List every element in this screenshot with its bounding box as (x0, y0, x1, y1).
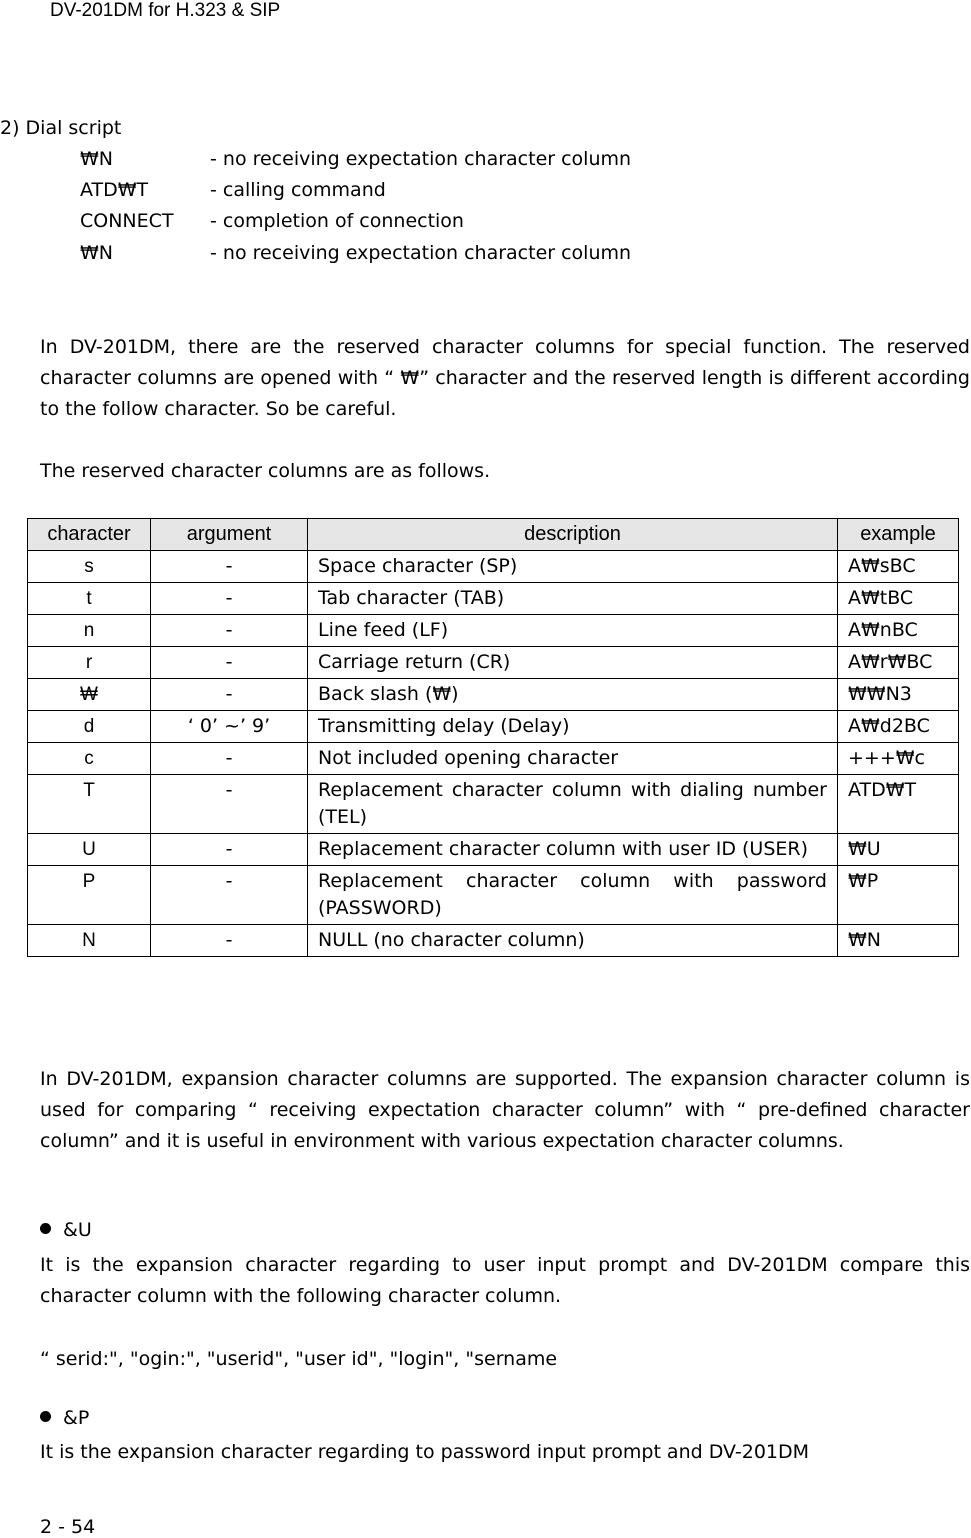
cell-example: A₩r₩BC (838, 647, 959, 679)
cell-character: s (28, 551, 151, 583)
cell-argument: - (151, 615, 308, 647)
cell-example: A₩sBC (838, 551, 959, 583)
table-row (28, 583, 959, 615)
cell-character: r (28, 647, 151, 679)
cell-example: ATD₩T (838, 775, 959, 834)
cell-example: ₩N (838, 925, 959, 957)
cell-character: t (28, 583, 151, 615)
cell-description: Replacement character column with user ID (USER) (308, 834, 838, 866)
cell-character: T (28, 775, 151, 834)
table-row (28, 647, 959, 679)
table-row (28, 925, 959, 957)
document-header: DV-201DM for H.323 & SIP (50, 0, 281, 21)
expansion-intro-paragraph: In DV-201DM, expansion character columns are supported. The expansion character column is used for comparing “ receiving expectation character column” with “ pre-defined character column” and it is useful in environment with various expectation character columns. (40, 1068, 970, 1152)
cell-example: +++₩c (838, 743, 959, 775)
table-row (28, 743, 959, 775)
cell-character: n (28, 615, 151, 647)
cell-description: Tab character (TAB) (308, 583, 838, 615)
cell-character: U (28, 834, 151, 866)
table-row (28, 679, 959, 711)
bullet-p (40, 1407, 89, 1429)
script-key: ₩N (80, 148, 113, 170)
column-header-example: example (838, 519, 959, 551)
u-match-list: “ serid:", "ogin:", "userid", "user id", "login", "sername (40, 1348, 558, 1370)
script-desc: - calling command (210, 179, 386, 201)
cell-argument: - (151, 679, 308, 711)
cell-argument: - (151, 775, 308, 834)
cell-example: ₩₩N3 (838, 679, 959, 711)
cell-example: A₩d2BC (838, 711, 959, 743)
column-header-character: character (28, 519, 151, 551)
cell-example: A₩tBC (838, 583, 959, 615)
cell-description: Back slash (₩) (308, 679, 838, 711)
cell-example: A₩nBC (838, 615, 959, 647)
cell-description: Not included opening character (308, 743, 838, 775)
reserved-list-intro: The reserved character columns are as follows. (40, 460, 491, 482)
script-desc: - no receiving expectation character column (210, 242, 632, 264)
cell-description: Carriage return (CR) (308, 647, 838, 679)
cell-character: d (28, 711, 151, 743)
cell-example: ₩U (838, 834, 959, 866)
cell-example: ₩P (838, 866, 959, 925)
cell-argument: - (151, 866, 308, 925)
cell-argument: ‘ 0’ ~’ 9’ (151, 711, 308, 743)
cell-description: Space character (SP) (308, 551, 838, 583)
script-key: ATD₩T (80, 179, 149, 201)
bullet-p-title: &P (63, 1407, 90, 1429)
script-key: ₩N (80, 242, 113, 264)
table-row (28, 834, 959, 866)
cell-description: Replacement character column with dialing number (TEL) (308, 775, 838, 834)
cell-argument: - (151, 551, 308, 583)
page-number: 2 - 54 (40, 1516, 96, 1538)
cell-argument: - (151, 743, 308, 775)
section-title: 2) Dial script (0, 117, 122, 139)
script-desc: - completion of connection (210, 210, 464, 232)
cell-description: Replacement character column with password (PASSWORD) (308, 866, 838, 925)
table-header-row (28, 519, 959, 551)
table-row (28, 775, 959, 834)
cell-character: P (28, 866, 151, 925)
table-row (28, 551, 959, 583)
bullet-u (40, 1219, 92, 1241)
script-desc: - no receiving expectation character column (210, 148, 632, 170)
bullet-dot-icon (40, 1411, 51, 1422)
table-row (28, 711, 959, 743)
cell-argument: - (151, 834, 308, 866)
table-row (28, 615, 959, 647)
cell-argument: - (151, 925, 308, 957)
cell-description: Transmitting delay (Delay) (308, 711, 838, 743)
column-header-argument: argument (151, 519, 308, 551)
cell-description: Line feed (LF) (308, 615, 838, 647)
cell-character: N (28, 925, 151, 957)
cell-character: ₩ (28, 679, 151, 711)
bullet-u-title: &U (63, 1219, 92, 1241)
p-description: It is the expansion character regarding to password input prompt and DV-201DM (40, 1441, 810, 1463)
cell-description: NULL (no character column) (308, 925, 838, 957)
column-header-description: description (308, 519, 838, 551)
reserved-character-table (27, 518, 959, 957)
u-description: It is the expansion character regarding to user input prompt and DV-201DM compare this character column with the following character column. (40, 1254, 970, 1307)
table-row (28, 866, 959, 925)
script-key: CONNECT (80, 210, 174, 232)
cell-argument: - (151, 647, 308, 679)
cell-character: c (28, 743, 151, 775)
bullet-dot-icon (40, 1223, 51, 1234)
reserved-intro-paragraph: In DV-201DM, there are the reserved character columns for special function. The reserved character columns are opened with “ ₩” character and the reserved length is different according to the follow character. So be careful. (40, 336, 970, 420)
cell-argument: - (151, 583, 308, 615)
